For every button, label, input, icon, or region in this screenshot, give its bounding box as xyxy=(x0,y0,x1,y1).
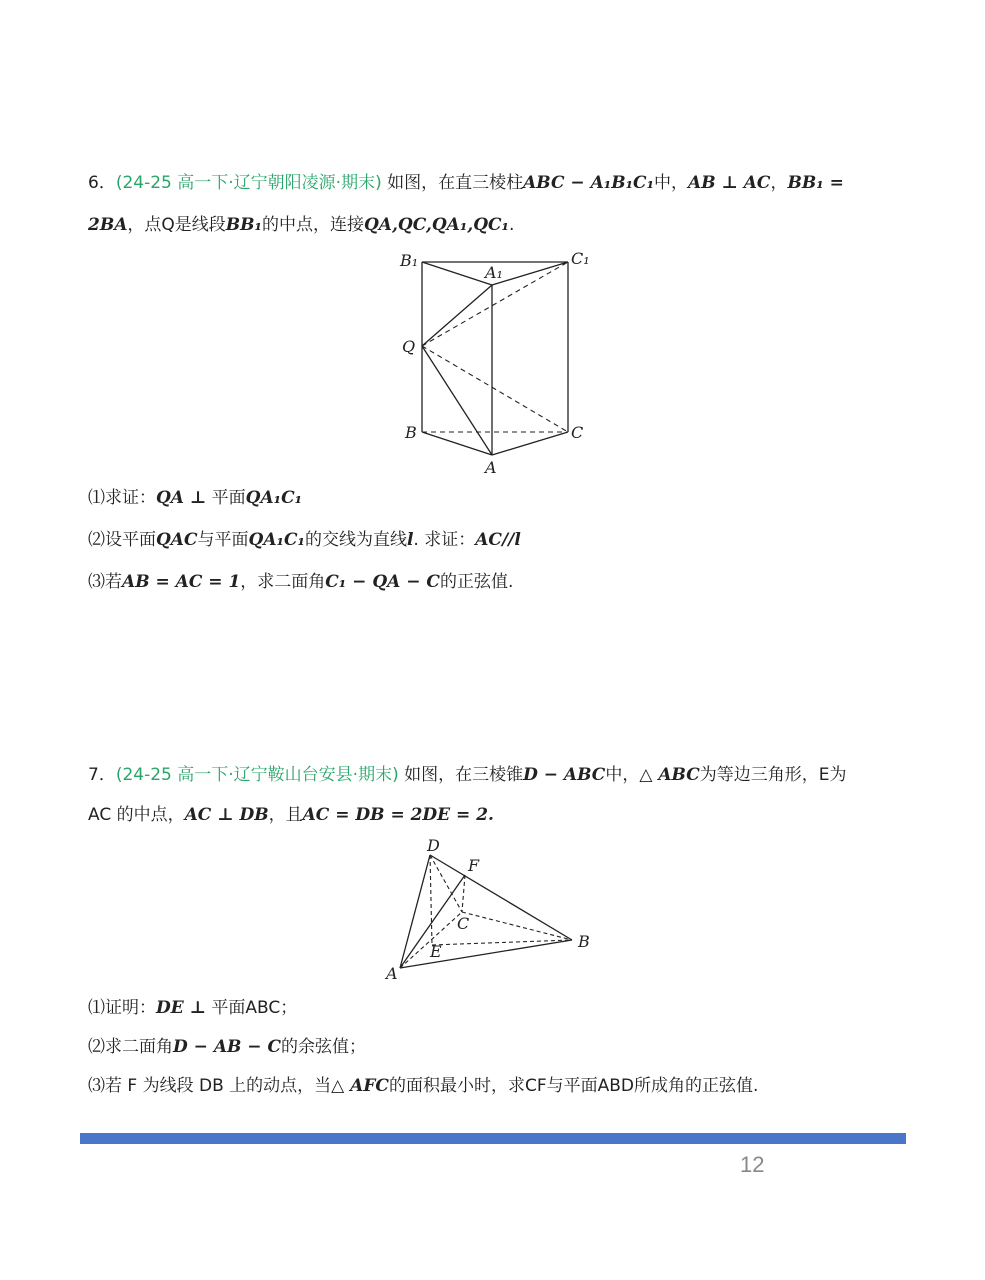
label-a: A xyxy=(386,964,398,983)
problem-7-question-3: ⑶若 F 为线段 DB 上的动点，当△ AFC的面积最小时，求CF与平面ABD所成角的正弦值. xyxy=(88,1076,759,1096)
label-c: C xyxy=(571,423,584,442)
label-e: E xyxy=(430,942,442,961)
footer-bar xyxy=(80,1133,906,1144)
page-number: 12 xyxy=(740,1152,765,1177)
problem-source: (24-25 高一下·辽宁朝阳凌源·期末) xyxy=(115,173,382,193)
label-f: F xyxy=(468,856,480,875)
problem-7-question-2: ⑵求二面角D − AB − C的余弦值； xyxy=(88,1037,366,1057)
label-b: B xyxy=(578,932,590,951)
problem-source: (24-25 高一下·辽宁鞍山台安县·期末) xyxy=(115,765,399,785)
problem-6-question-3: ⑶若AB = AC = 1，求二面角C₁ − QA − C的正弦值. xyxy=(88,572,514,592)
label-d: D xyxy=(427,836,440,855)
label-a: A xyxy=(485,458,497,477)
problem-7-line-2: AC 的中点，AC ⊥ DB，且AC = DB = 2DE = 2. xyxy=(88,805,494,825)
problem-6-question-2: ⑵设平面QAC与平面QA₁C₁的交线为直线l. 求证：AC//l xyxy=(88,530,521,550)
problem-6-line-1: 6．(24-25 高一下·辽宁朝阳凌源·期末) 如图，在直三棱柱ABC − A₁B₁C₁中，AB ⊥ AC，BB₁ = xyxy=(88,173,844,193)
label-b1: B₁ xyxy=(400,251,419,270)
problem-7-line-1: 7．(24-25 高一下·辽宁鞍山台安县·期末) 如图，在三棱锥D − ABC中，△ ABC为等边三角形，E为 xyxy=(88,765,847,785)
problem-7-question-1: ⑴证明：DE ⊥ 平面ABC； xyxy=(88,998,298,1018)
pyramid-figure xyxy=(380,832,600,991)
label-a1: A₁ xyxy=(485,263,503,282)
label-c: C xyxy=(457,914,470,933)
label-b: B xyxy=(405,423,417,442)
problem-6-question-1: ⑴求证：QA ⊥ 平面QA₁C₁ xyxy=(88,488,303,508)
label-q: Q xyxy=(402,337,416,356)
problem-number: 6． xyxy=(88,173,116,193)
problem-number: 7． xyxy=(88,765,116,785)
problem-6-line-2: 2BA，点Q是线段BB₁的中点，连接QA,QC,QA₁,QC₁. xyxy=(88,215,515,235)
label-c1: C₁ xyxy=(571,249,590,268)
prism-figure xyxy=(395,245,595,484)
